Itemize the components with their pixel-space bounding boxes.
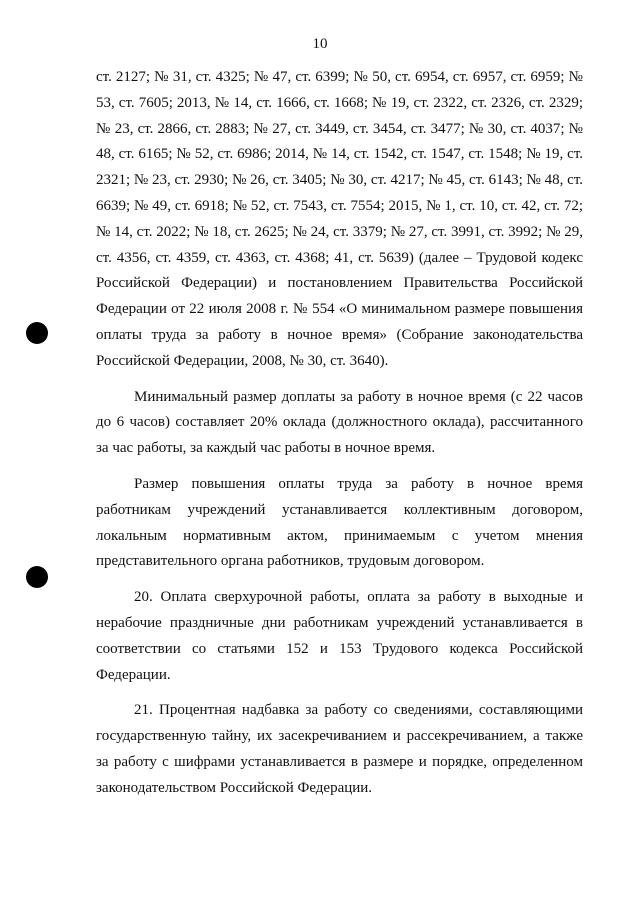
paragraph-item-21: 21. Процентная надбавка за работу со сведениями, составляющими государственную тайну, их засекречиванием и рассекречиванием, а также за работу с шифрами устанавливается в размере и порядке, определенном законодательством Российской Федерации. bbox=[96, 702, 583, 796]
paragraph-legal-references: ст. 2127; № 31, ст. 4325; № 47, ст. 6399; № 50, ст. 6954, ст. 6957, ст. 6959; № 53, ст. 7605; 2013, № 14, ст. 1666, ст. 1668; № 19, ст. 2322, ст. 2326, ст. 2329; № 23, ст. 2866, ст. 2883; № 27, ст. 3449, ст. 3454, ст. 3477; № 30, ст. 4037; № 48, ст. 6165; № 52, ст. 6986; 2014, № 14, ст. 1542, ст. 1547, ст. 1548; № 19, ст. 2321; № 23, ст. 2930; № 26, ст. 3405; № 30, ст. 4217; № 45, ст. 6143; № 48, ст. 6639; № 49, ст. 6918; № 52, ст. 7543, ст. 7554; 2015, № 1, ст. 10, ст. 42, ст. 72; № 14, ст. 2022; № 18, ст. 2625; № 24, ст. 3379; № 27, ст. 3991, ст. 3992; № 29, ст. 4356, ст. 4359, ст. 4363, ст. 4368; 41, ст. 5639) (далее – Трудовой кодекс Российской Федерации) и постановлением Правительства Российской Федерации от 22 июля 2008 г. № 554 «О минимальном размере повышения оплаты труда за работу в ночное время» (Собрание законодательства Российской Федерации, 2008, № 30, ст. 3640). bbox=[96, 69, 583, 369]
punch-hole-top bbox=[26, 322, 48, 344]
punch-hole-bottom bbox=[26, 566, 48, 588]
document-body bbox=[96, 65, 583, 802]
page-number: 10 bbox=[312, 36, 328, 52]
paragraph-night-work-rate: Размер повышения оплаты труда за работу в ночное время работникам учреждений устанавливается коллективным договором, локальным нормативным актом, принимаемым с учетом мнения представительного органа работников, трудовым договором. bbox=[96, 475, 583, 570]
paragraph-item-20: 20. Оплата сверхурочной работы, оплата за работу в выходные и нерабочие праздничные дни работникам учреждений устанавливается в соответствии со статьями 152 и 153 Трудового кодекса Российской Федерации. bbox=[96, 589, 583, 683]
paragraph-night-work-minimum: Минимальный размер доплаты за работу в ночное время (с 22 часов до 6 часов) составляет 20% оклада (должностного оклада), рассчитанного за час работы, за каждый час работы в ночное время. bbox=[96, 388, 583, 457]
